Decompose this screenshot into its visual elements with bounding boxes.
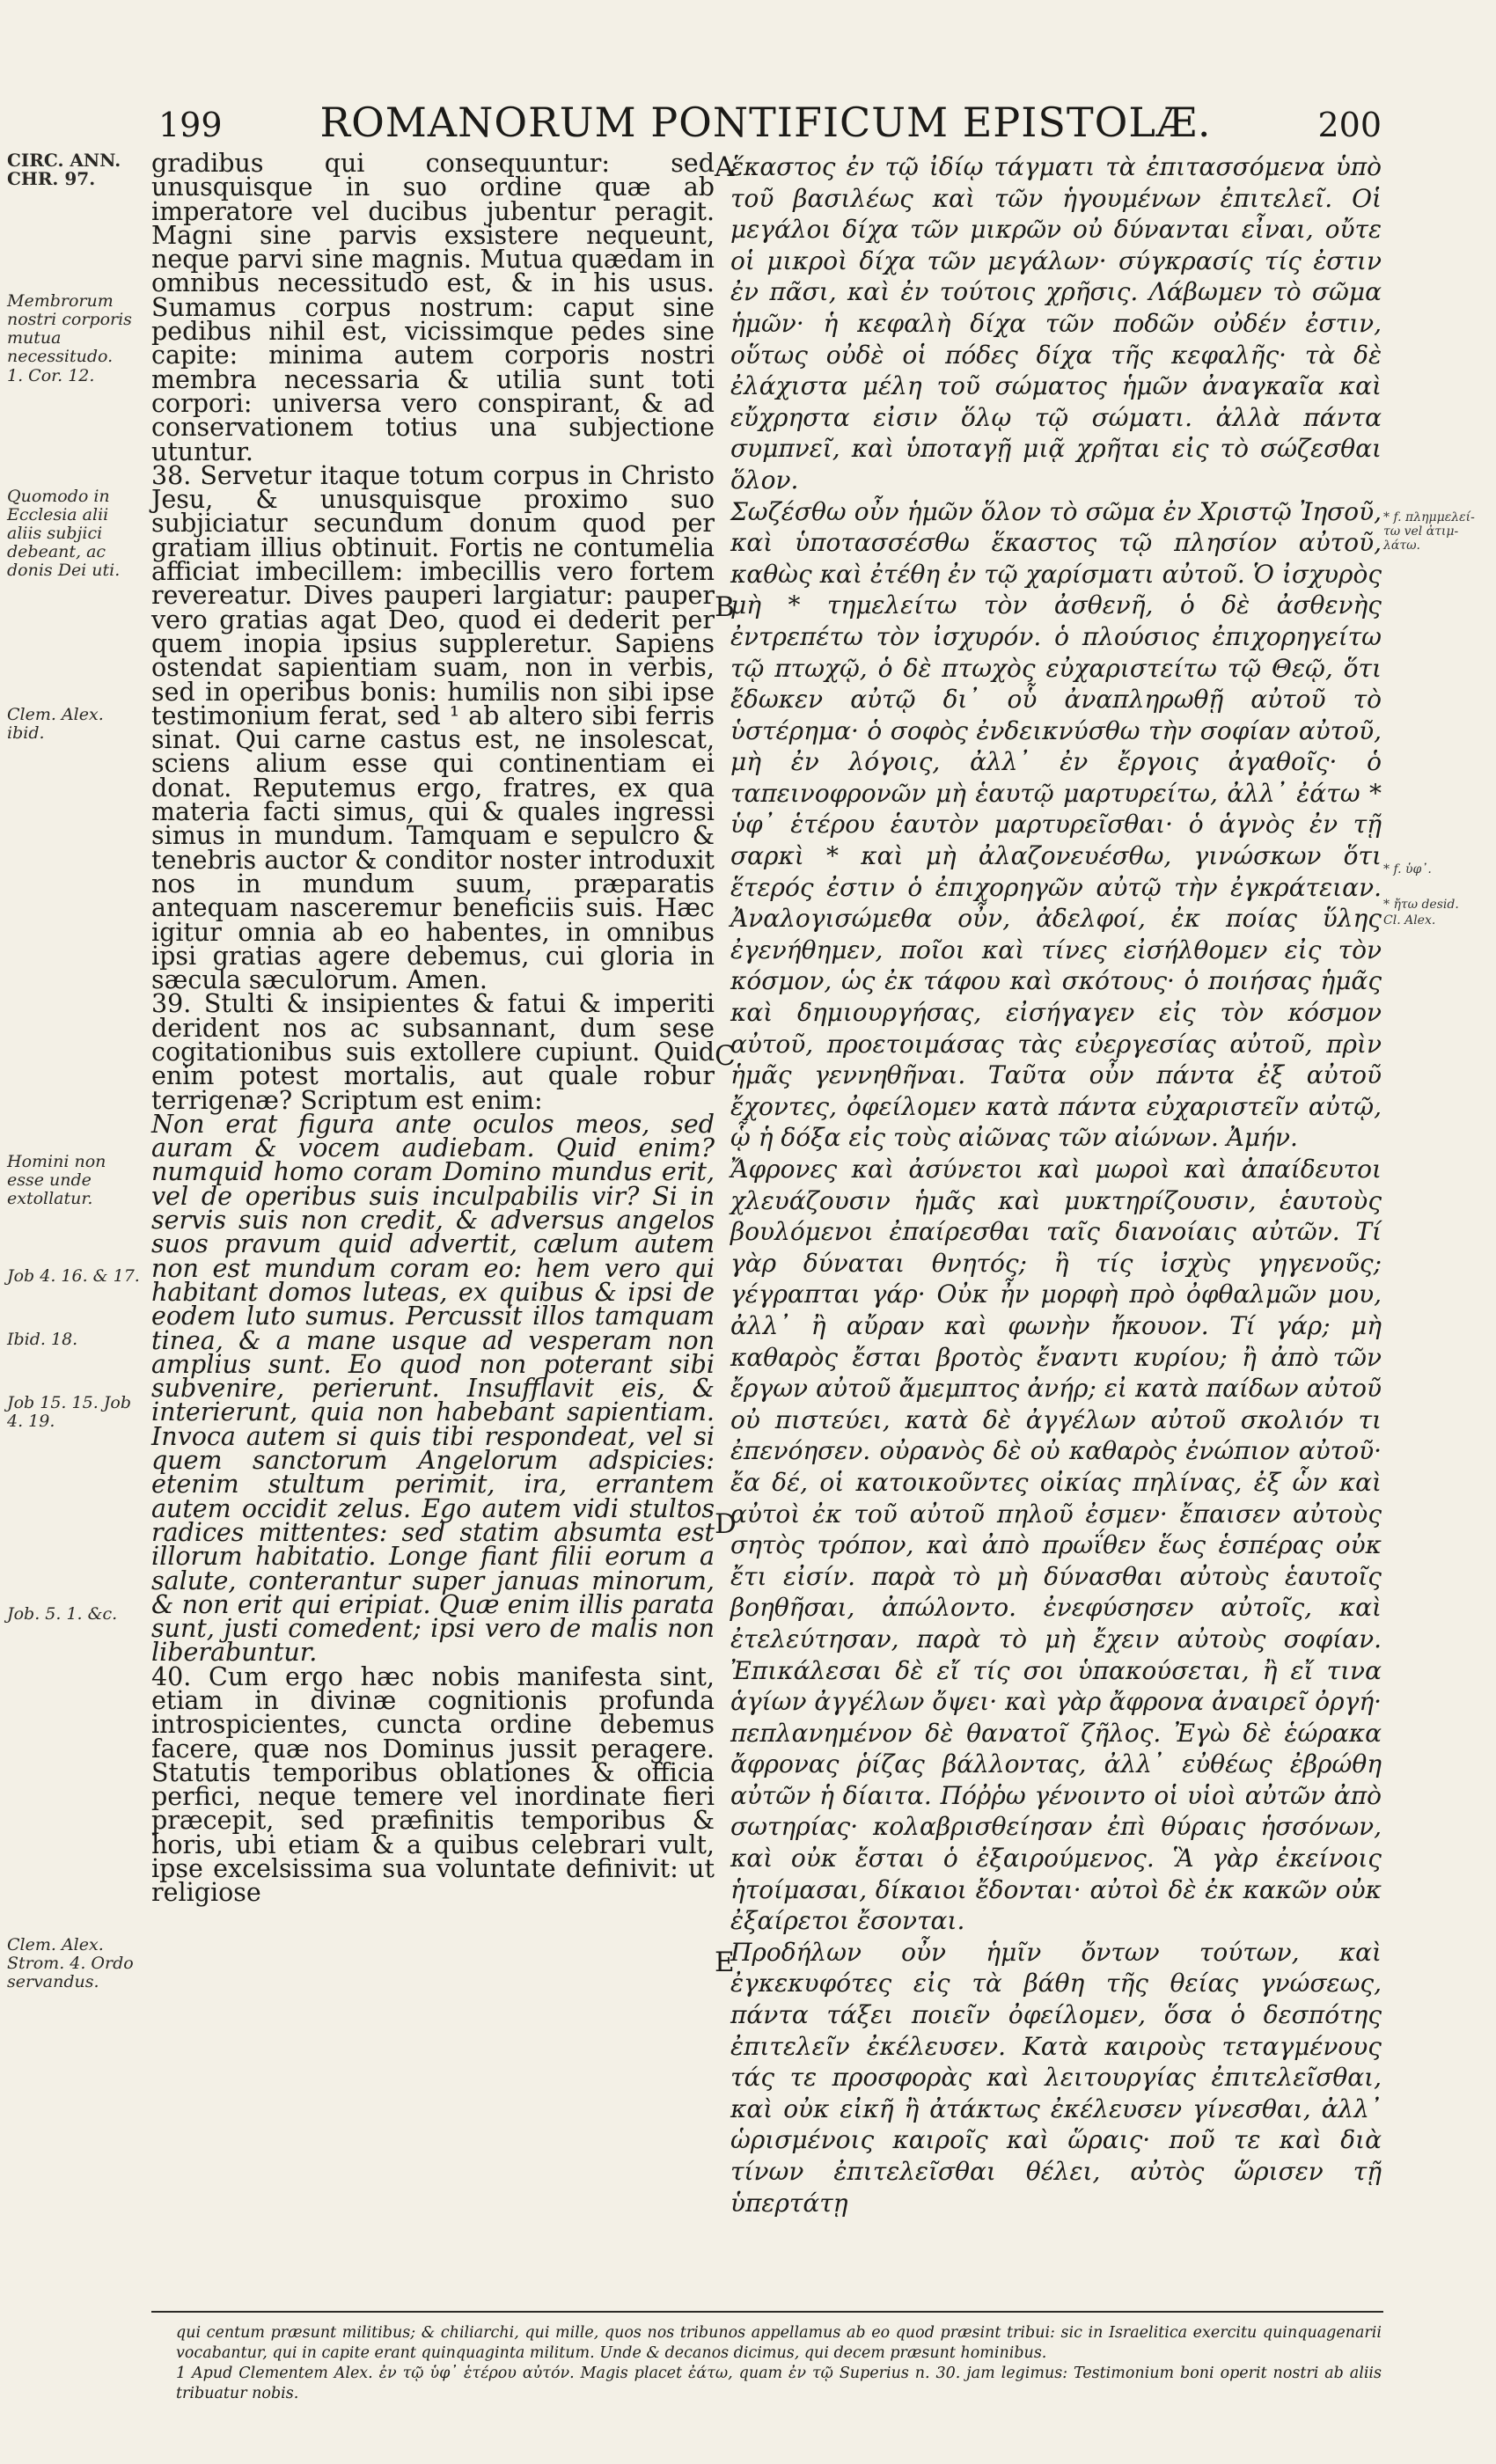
margin-note: Job 15. 15. Job 4. 19. (7, 1393, 131, 1431)
footnotes (176, 2323, 1382, 2404)
margin-note: Membrorum nostri corporis mutua necessitudo. (7, 291, 132, 366)
latin-paragraph: 38. Servetur itaque totum corpus in Christo Jesu, & unusquisque proximo suo subjiciatur secundum donum quod per gratiam illius obtinuit. Fortis ne contumelia afficiat imbecillem: imbecillis vero fortem revereatur. Dives pauperi largiatur: pauper vero gratias agat Deo, quod ei dederit per quem inopia ipsius suppleretur. Sapiens ostendat sapientiam suam, non in verbis, sed in operibus bonis: humilis non sibi ipse testimonium ferat, sed ¹ ab altero sibi ferris sinat. Qui carne castus est, ne insolescat, sciens alium esse qui continentiam ei donat. Reputemus ergo, fratres, ex qua materia facti simus, qui & quales ingressi simus in mundum. Tamquam e sepulcro & tenebris auctor & conditor noster introduxit nos in mundum suum, præparatis antequam nasceremur beneficiis suis. Hæc igitur omnia ab eo habentes, in omnibus ipsi gratias agere debemus, cui gloria in sæcula sæculorum. Amen. (151, 460, 715, 995)
footnote: 1 Apud Clementem Alex. ἐν τῷ ὑφ᾽ ἑτέρου αὐτόν. Magis placet ἐάτω, quam ἐν τῷ Superius n. 30. jam legimus: Testimonium boni operit nostri ab aliis tribuatur nobis. (176, 2365, 1382, 2402)
running-title: ROMANORUM PONTIFICUM EPISTOLÆ. (319, 99, 1212, 146)
greek-paragraph: Προδήλων οὖν ἡμῖν ὄντων τούτων, καὶ ἐγκεκυφότες εἰς τὰ βάθη τῆς θείας γνώσεως, πάντα τάξει ποιεῖν ὀφείλομεν, ὅσα ὁ δεσπότης ἐπιτελεῖν ἐκέλευσεν. Κατὰ καιροὺς τεταγμένους τάς τε προσφορὰς καὶ λειτουργίας ἐπιτελεῖσθαι, καὶ οὐκ εἰκῆ ἢ ἀτάκτως ἐκέλευσεν γίνεσθαι, ἀλλ᾽ ὡρισμένοις καιροῖς καὶ ὥραις· ποῦ τε καὶ διὰ τίνων ἐπιτελεῖσθαι θέλει, αὐτὸς ὥρισεν τῇ ὑπερτάτῃ (730, 1937, 1382, 2218)
running-header (150, 99, 1382, 151)
variant-note: * f. ὑφ᾽. (1383, 862, 1432, 876)
margin-note: Homini non esse unde extollatur. (7, 1152, 106, 1208)
footnote: qui centum præsunt militibus; & chiliarchi, qui mille, quos nos tribunos appellamus ab eo quod præsint tribui: sic in Israelitica exercitu quinquagenarii vocabantur, qui in capite erant quinquaginta militum. Unde & decanos dicimus, qui decem præsunt hominibus. (176, 2324, 1382, 2362)
variant-note: λάτω. (1383, 539, 1420, 553)
section-letter: A (715, 151, 735, 183)
margin-note: Clem. Alex. ibid. (7, 705, 104, 743)
variant-note: * f. πλημμελεί- (1383, 510, 1475, 524)
section-letter: B (715, 591, 735, 623)
greek-paragraph: Σωζέσθω οὖν ἡμῶν ὅλον τὸ σῶμα ἐν Χριστῷ Ἰησοῦ, καὶ ὑποτασσέσθω ἕκαστος τῷ πλησίον αὐτοῦ, καθὼς καὶ ἐτέθη ἐν τῷ χαρίσματι αὐτοῦ. Ὁ ἰσχυρὸς μὴ * τημελείτω τὸν ἀσθενῆ, ὁ δὲ ἀσθενὴς ἐντρεπέτω τὸν ἰσχυρόν. ὁ πλούσιος ἐπιχορηγείτω τῷ πτωχῷ, ὁ δὲ πτωχὸς εὐχαριστείτω τῷ Θεῷ, ὅτι ἔδωκεν αὐτῷ δι᾽ οὗ ἀναπληρωθῇ αὐτοῦ τὸ ὑστέρημα· ὁ σοφὸς ἐνδεικνύσθω τὴν σοφίαν αὐτοῦ, μὴ ἐν λόγοις, ἀλλ᾽ ἐν ἔργοις ἀγαθοῖς· ὁ ταπεινοφρονῶν μὴ ἑαυτῷ μαρτυρείτω, ἀλλ᾽ ἐάτω * ὑφ᾽ ἑτέρου ἑαυτὸν μαρτυρεῖσθαι· ὁ ἁγνὸς ἐν τῇ σαρκὶ * καὶ μὴ ἀλαζονευέσθω, γινώσκων ὅτι ἕτερός ἐστιν ὁ ἐπιχορηγῶν αὐτῷ τὴν ἐγκράτειαν. Ἀναλογισώμεθα οὖν, ἀδελφοί, ἐκ ποίας ὕλης ἐγενήθημεν, ποῖοι καὶ τίνες εἰσήλθομεν εἰς τὸν κόσμον, ὡς ἐκ τάφου καὶ σκότους· ὁ ποιήσας ἡμᾶς καὶ δημιουργήσας, εἰσήγαγεν εἰς τὸν κόσμον αὐτοῦ, προετοιμάσας τὰς εὐεργεσίας αὐτοῦ, πρὶν ἡμᾶς γεννηθῆναι. Ταῦτα οὖν πάντα ἐξ αὐτοῦ ἔχοντες, ὀφείλομεν κατὰ πάντα εὐχαριστεῖν αὐτῷ, ᾧ ἡ δόξα εἰς τοὺς αἰῶνας τῶν αἰώνων. Ἀμήν. (730, 496, 1382, 1153)
section-letter: D (715, 1508, 737, 1540)
latin-paragraph: 39. Stulti & insipientes & fatui & imperiti derident nos ac subsannant, dum sese cogitationibus suis extollere cupiunt. Quid enim potest mortalis, aut quale robur terrigenæ? Scriptum est enim: (151, 989, 715, 1115)
margin-note: 1. Cor. 12. (7, 366, 95, 385)
greek-paragraph: Ἄφρονες καὶ ἀσύνετοι καὶ μωροὶ καὶ ἀπαίδευτοι χλευάζουσιν ἡμᾶς καὶ μυκτηρίζουσιν, ἑαυτοὺς βουλόμενοι ἐπαίρεσθαι ταῖς διανοίαις αὐτῶν. Τί γὰρ δύναται θνητός; ἢ τίς ἰσχὺς γηγενοῦς; γέγραπται γάρ· Οὐκ ἦν μορφὴ πρὸ ὀφθαλμῶν μου, ἀλλ᾽ ἢ αὔραν καὶ φωνὴν ἤκουον. Τί γάρ; μὴ καθαρὸς ἔσται βροτὸς ἔναντι κυρίου; ἢ ἀπὸ τῶν ἔργων αὐτοῦ ἄμεμπτος ἀνήρ; εἰ κατὰ παίδων αὐτοῦ οὐ πιστεύει, κατὰ δὲ ἀγγέλων αὐτοῦ σκολιόν τι ἐπενόησεν. οὐρανὸς δὲ οὐ καθαρὸς ἐνώπιον αὐτοῦ· ἔα δέ, οἱ κατοικοῦντες οἰκίας πηλίνας, ἐξ ὧν καὶ αὐτοὶ ἐκ τοῦ αὐτοῦ πηλοῦ ἐσμεν· ἔπαισεν αὐτοὺς σητὸς τρόπον, καὶ ἀπὸ πρωΐθεν ἕως ἑσπέρας οὐκ ἔτι εἰσίν. παρὰ τὸ μὴ δύνασθαι αὐτοὺς ἑαυτοῖς βοηθῆσαι, ἀπώλοντο. ἐνεφύσησεν αὐτοῖς, καὶ ἐτελεύτησαν, παρὰ τὸ μὴ ἔχειν αὐτοὺς σοφίαν. Ἐπικάλεσαι δὲ εἴ τίς σοι ὑπακούσεται, ἢ εἴ τινα ἁγίων ἀγγέλων ὄψει· καὶ γὰρ ἄφρονα ἀναιρεῖ ὀργή· πεπλανημένον δὲ θανατοῖ ζῆλος. Ἐγὼ δὲ ἑώρακα ἄφρονας ῥίζας βάλλοντας, ἀλλ᾽ εὐθέως ἐβρώθη αὐτῶν ἡ δίαιτα. Πόῤῥω γένοιντο οἱ υἱοὶ αὐτῶν ἀπὸ σωτηρίας· κολαβρισθείησαν ἐπὶ θύραις ἡσσόνων, καὶ οὐκ ἔσται ὁ ἐξαιρούμενος. Ἃ γὰρ ἐκείνοις ἡτοίμασαι, δίκαιοι ἔδονται· αὐτοὶ δὲ ἐκ κακῶν οὐκ ἐξαίρετοι ἔσονται. (730, 1155, 1382, 1936)
latin-scripture-quote: Non erat figura ante oculos meos, sed auram & vocem audiebam. Quid enim? numquid homo coram Domino mundus erit, vel de operibus suis inculpabilis vir? Si in servis suis non credit, & adversus angelos suos pravum quid advertit, cælum autem non est mundum coram eo: hem vero qui habitant domos luteas, ex quibus & ipsi de eodem luto sumus. Percussit illos tamquam tinea, & a mane usque ad vesperam non amplius sunt. Eo quod non poterant sibi subvenire, perierunt. Insufflavit eis, & interierunt, quia non habebant sapientiam. Invoca autem si quis tibi respondeat, vel si quem sanctorum Angelorum adspicies: etenim stultum perimit, ira, errantem autem occidit zelus. Ego autem vidi stultos radices mittentes: sed statim absumta est illorum habitatio. Longe fiant filii eorum a salute, conterantur super januas minorum, & non erit qui eripiat. Quæ enim illis parata sunt, justi comedent; ipsi vero de malis non liberabuntur. (151, 1109, 715, 1668)
variant-note: τω vel ἀτιμ- (1383, 524, 1459, 539)
margin-note: Ibid. 18. (7, 1330, 78, 1349)
margin-note: CIRC. ANN. CHR. 97. (7, 150, 121, 189)
variant-note: Cl. Alex. (1383, 913, 1436, 928)
margin-note: Clem. Alex. Strom. 4. Ordo servandus. (7, 1935, 134, 1991)
section-letter: C (715, 1040, 736, 1072)
footnote-rule (151, 2311, 1383, 2313)
margin-note: Job. 5. 1. &c. (7, 1604, 118, 1624)
margin-note: Quomodo in Ecclesia alii aliis subjici debeant, ac donis Dei uti. (7, 487, 121, 580)
latin-paragraph: gradibus qui consequuntur: sed unusquisque in suo ordine quæ ab imperatore vel ducibus jubentur peragit. Magni sine parvis exsistere nequeunt, neque parvi sine magnis. Mutua quædam in omnibus necessitudo est, & in his usus. Sumamus corpus nostrum: caput sine pedibus nihil est, vicissimque pedes sine capite: minima autem corporis nostri membra necessaria & utilia sunt toti corpori: universa vero conspirant, & ad conservationem totius una subjectione utuntur. (151, 149, 715, 466)
section-letter: E (715, 1947, 735, 1978)
page-number-right: 200 (1317, 106, 1382, 144)
greek-paragraph: ἕκαστος ἐν τῷ ἰδίῳ τάγματι τὰ ἐπιτασσόμενα ὑπὸ τοῦ βασιλέως καὶ τῶν ἡγουμένων ἐπιτελεῖ. Οἱ μεγάλοι δίχα τῶν μικρῶν οὐ δύνανται εἶναι, οὔτε οἱ μικροὶ δίχα τῶν μεγάλων· σύγκρασίς τίς ἐστιν ἐν πᾶσι, καὶ ἐν τούτοις χρῆσις. Λάβωμεν τὸ σῶμα ἡμῶν· ἡ κεφαλὴ δίχα τῶν ποδῶν οὐδέν ἐστιν, οὕτως οὐδὲ οἱ πόδες δίχα τῆς κεφαλῆς· τὰ δὲ ἐλάχιστα μέλη τοῦ σώματος ἡμῶν ἀναγκαῖα καὶ εὔχρηστα εἰσιν ὅλῳ τῷ σώματι. ἀλλὰ πάντα συμπνεῖ, καὶ ὑποταγῇ μιᾷ χρῆται εἰς τὸ σώζεσθαι ὅλον. (730, 152, 1382, 495)
margin-note: Job 4. 16. & 17. (7, 1266, 140, 1286)
latin-column (151, 149, 715, 1908)
greek-column (730, 151, 1382, 2218)
variant-note: * ἤτω desid. (1383, 898, 1459, 912)
page-number-left: 199 (158, 106, 223, 144)
latin-paragraph: 40. Cum ergo hæc nobis manifesta sint, etiam in divinæ cognitionis profunda introspicientes, cuncta ordine debemus facere, quæ nos Dominus jussit peragere. Statutis temporibus oblationes & officia perfici, neque temere vel inordinate fieri præcepit, sed præfinitis temporibus & horis, ubi etiam & a quibus celebrari vult, ipse excelsissima sua voluntate definivit: ut religiose (151, 1661, 715, 1908)
